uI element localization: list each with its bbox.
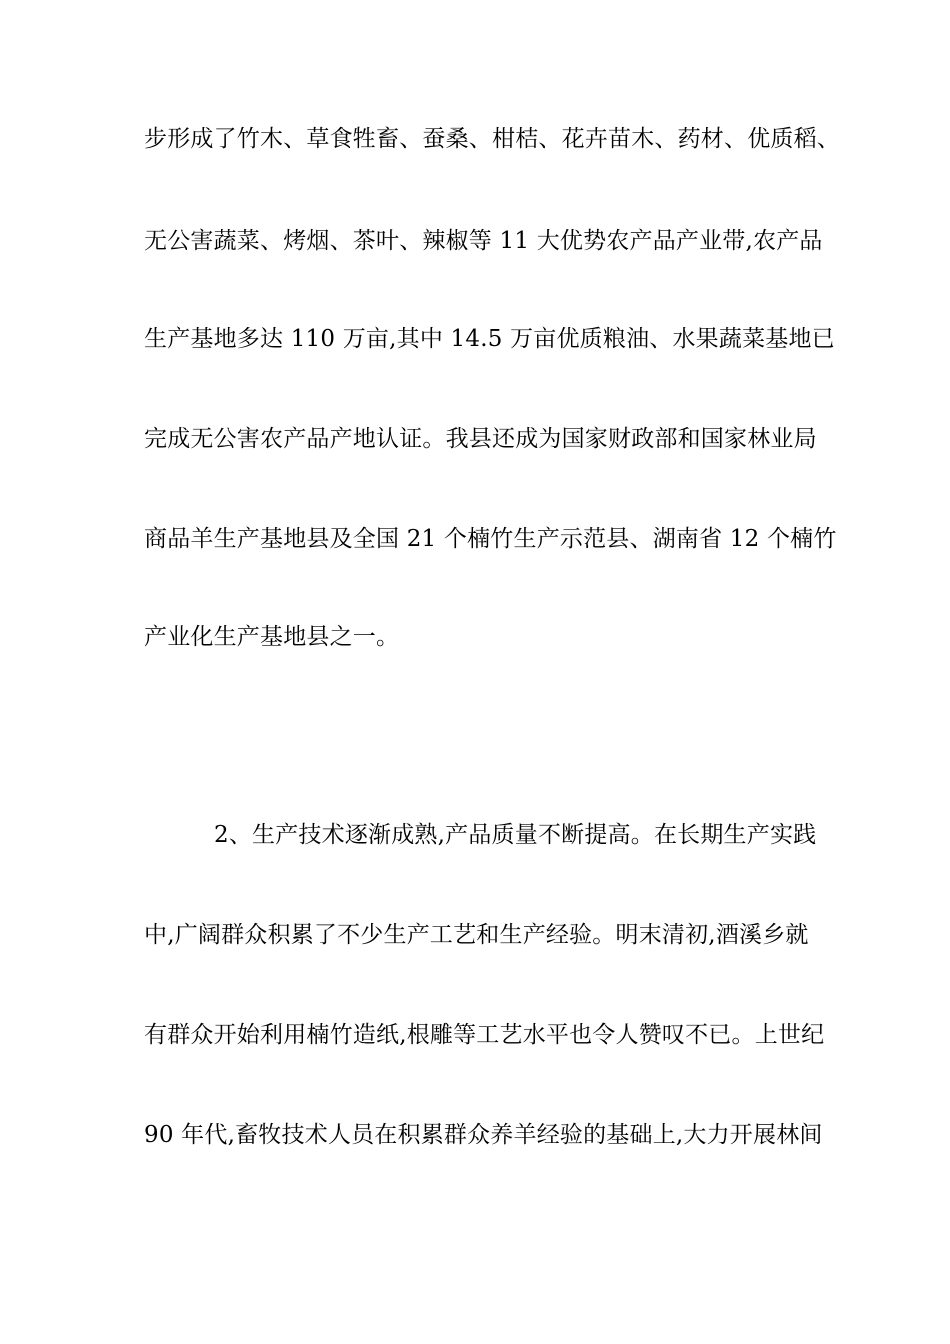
text-line: 中,广阔群众积累了不少生产工艺和生产经验。明末清初,酒溪乡就 <box>144 922 809 948</box>
text-line: 2、生产技术逐渐成熟,产品质量不断提高。在长期生产实践 <box>214 822 817 848</box>
text-line: 完成无公害农产品产地认证。我县还成为国家财政部和国家林业局 <box>144 426 817 452</box>
text-line: 步形成了竹木、草食牲畜、蚕桑、柑桔、花卉苗木、药材、优质稻、 <box>144 126 840 152</box>
text-line: 产业化生产基地县之一。 <box>144 624 400 650</box>
text-line: 90 年代,畜牧技术人员在积累群众养羊经验的基础上,大力开展林间 <box>144 1122 823 1148</box>
text-line: 生产基地多达 110 万亩,其中 14.5 万亩优质粮油、水果蔬菜基地已 <box>144 326 835 352</box>
text-line: 有群众开始利用楠竹造纸,根雕等工艺水平也令人赞叹不已。上世纪 <box>144 1022 825 1048</box>
text-line: 商品羊生产基地县及全国 21 个楠竹生产示范县、湖南省 12 个楠竹 <box>144 526 837 552</box>
text-line: 无公害蔬菜、烤烟、茶叶、辣椒等 11 大优势农产品产业带,农产品 <box>144 228 823 254</box>
